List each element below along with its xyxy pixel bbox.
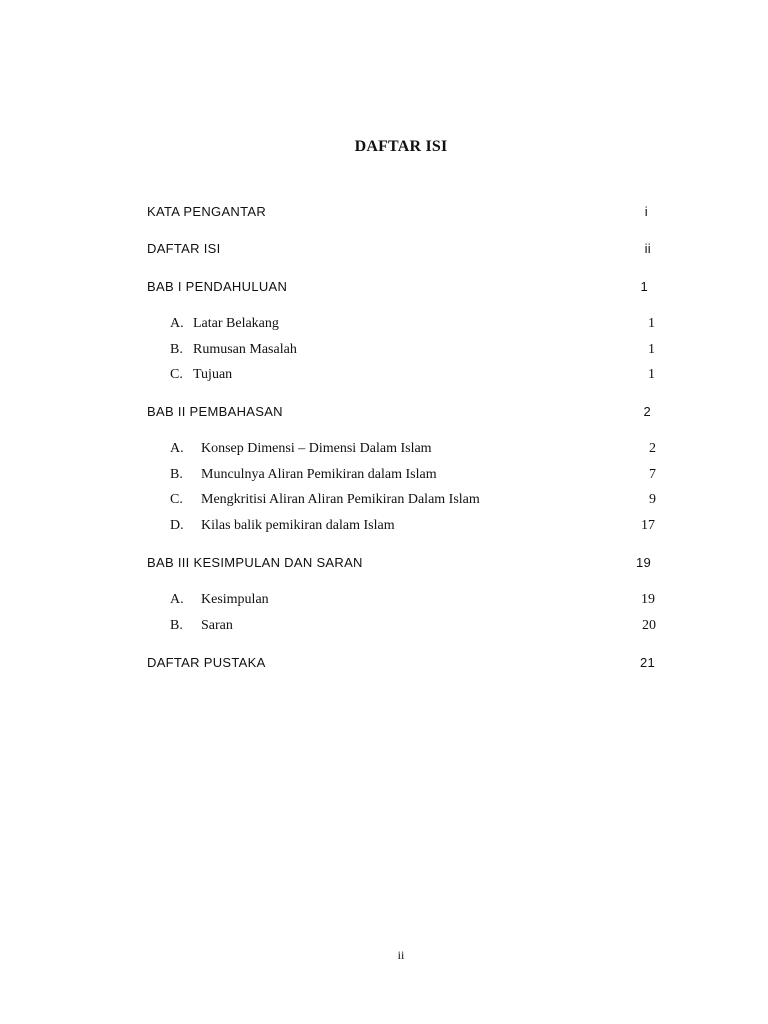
toc-subentry-label: Kilas balik pemikiran dalam Islam — [201, 518, 395, 533]
toc-subentry-label: Saran — [201, 618, 233, 633]
toc-subentry-marker: A. — [170, 441, 184, 456]
toc-subentry-marker: A. — [170, 592, 184, 607]
toc-subentry-konsep-dimensi[interactable] — [170, 440, 656, 458]
toc-entry-label: DAFTAR ISI — [147, 241, 221, 256]
toc-page-number: 1 — [640, 279, 648, 294]
toc-entry-label: BAB II PEMBAHASAN — [147, 404, 283, 419]
page-title: DAFTAR ISI — [354, 138, 448, 155]
toc-subentry-marker: D. — [170, 518, 184, 533]
toc-entry-label: BAB III KESIMPULAN DAN SARAN — [147, 555, 363, 570]
toc-subentry-label: Konsep Dimensi – Dimensi Dalam Islam — [201, 441, 432, 456]
toc-page-number: 19 — [635, 555, 651, 570]
toc-subentry-saran[interactable] — [170, 617, 656, 635]
footer-page-number: ii — [397, 948, 405, 962]
toc-subentry-latar-belakang[interactable] — [170, 315, 655, 333]
toc-page-number: 20 — [642, 618, 656, 633]
toc-subentry-munculnya-aliran[interactable] — [170, 466, 656, 484]
toc-entry-daftar-isi[interactable] — [147, 240, 651, 258]
toc-entry-kata-pengantar[interactable] — [147, 203, 648, 221]
toc-subentry-tujuan[interactable] — [170, 366, 655, 384]
toc-entry-label: BAB I PENDAHULUAN — [147, 279, 288, 294]
toc-subentry-label: Rumusan Masalah — [193, 342, 297, 357]
toc-subentry-marker: C. — [170, 492, 183, 507]
toc-page-number: 1 — [648, 342, 655, 357]
toc-entry-bab-1[interactable] — [147, 278, 648, 296]
toc-page-number: 2 — [649, 441, 656, 456]
toc-subentry-label: Latar Belakang — [193, 316, 279, 331]
toc-subentry-rumusan-masalah[interactable] — [170, 341, 655, 359]
toc-page-number: 19 — [641, 592, 655, 607]
toc-subentry-kilas-balik[interactable] — [170, 517, 655, 535]
toc-entry-bab-2[interactable] — [147, 403, 651, 421]
toc-subentry-marker: B. — [170, 342, 183, 357]
toc-subentry-kesimpulan[interactable] — [170, 591, 655, 609]
toc-entry-daftar-pustaka[interactable] — [147, 654, 655, 672]
toc-entry-bab-3[interactable] — [147, 554, 651, 572]
toc-subentry-label: Mengkritisi Aliran Aliran Pemikiran Dalam Islam — [201, 492, 480, 507]
toc-page-number: 1 — [648, 316, 655, 331]
toc-page-number: ii — [644, 241, 651, 256]
toc-page-number: i — [644, 204, 648, 219]
toc-subentry-marker: A. — [170, 316, 184, 331]
toc-entry-label: DAFTAR PUSTAKA — [147, 655, 266, 670]
toc-page-number: 21 — [639, 655, 655, 670]
toc-subentry-label: Kesimpulan — [201, 592, 269, 607]
toc-page-number: 7 — [649, 467, 656, 482]
toc-subentry-label: Munculnya Aliran Pemikiran dalam Islam — [201, 467, 437, 482]
toc-entry-label: KATA PENGANTAR — [147, 204, 267, 219]
toc-page-number: 9 — [649, 492, 656, 507]
toc-page-number: 17 — [641, 518, 655, 533]
toc-page-number: 2 — [643, 404, 651, 419]
toc-subentry-marker: B. — [170, 618, 183, 633]
toc-subentry-marker: B. — [170, 467, 183, 482]
toc-subentry-label: Tujuan — [193, 367, 233, 382]
toc-subentry-marker: C. — [170, 367, 183, 382]
toc-subentry-mengkritisi-aliran[interactable] — [170, 491, 656, 509]
toc-page-number: 1 — [648, 367, 655, 382]
